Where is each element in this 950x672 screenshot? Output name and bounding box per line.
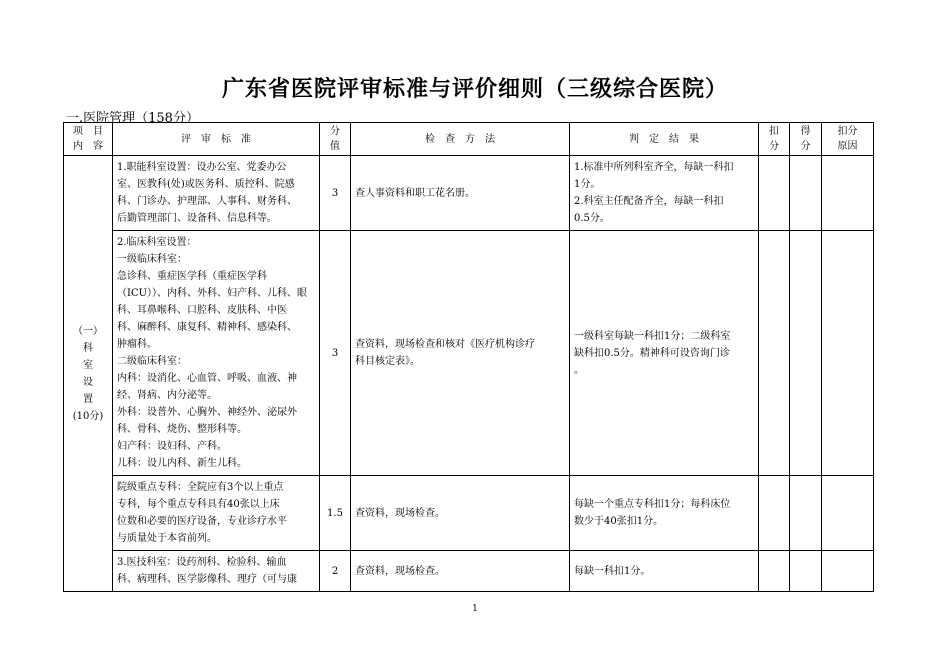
method-cell	[351, 551, 570, 592]
criteria-line: 科、耳鼻喉科、口腔科、皮肤科、中医	[117, 305, 287, 316]
table-row	[64, 551, 874, 592]
criteria-cell	[113, 551, 320, 592]
method-line: 查人事资料和职工花名册。	[355, 187, 475, 199]
criteria-cell	[113, 231, 320, 476]
deduct-cell[interactable]	[759, 551, 790, 592]
criteria-line: 科、病理科、医学影像科、理疗（可与康	[117, 574, 297, 585]
reason-cell[interactable]	[822, 231, 874, 476]
group-line: 科	[83, 342, 93, 354]
result-line: 1.标准中所列科室齐全，每缺一科扣	[574, 162, 734, 173]
reason-cell[interactable]	[822, 156, 874, 231]
result-line: 数少于40张扣1分。	[574, 516, 664, 527]
criteria-line: 肿瘤科。	[117, 339, 157, 350]
method-line: 查资料，现场检查。	[355, 565, 445, 577]
header-reason: 扣分 原因	[822, 123, 874, 156]
score-cell: 1.5	[320, 476, 351, 551]
table-row	[64, 476, 874, 551]
criteria-line: 科、骨科、烧伤、整形科等。	[117, 424, 247, 435]
result-cell	[570, 476, 759, 551]
criteria-line: 后勤管理部门、设备科、信息科等。	[117, 213, 277, 224]
criteria-line: 外科：设普外、心胸外、神经外、泌尿外	[117, 407, 297, 418]
criteria-line: 2.临床科室设置：	[117, 237, 197, 248]
criteria-line: 室、医教科(处)或医务科、质控科、院感	[117, 179, 295, 190]
method-line: 科目核定表》。	[355, 356, 420, 367]
criteria-line: 经、肾病、内分泌等。	[117, 390, 217, 401]
method-cell	[351, 476, 570, 551]
criteria-cell	[113, 476, 320, 551]
header-criteria: 评 审 标 准	[113, 123, 320, 156]
header-item: 项 目 内 容	[64, 123, 113, 156]
result-cell	[570, 156, 759, 231]
method-cell	[351, 156, 570, 231]
header-deduct: 扣 分	[759, 123, 790, 156]
deduct-cell[interactable]	[759, 156, 790, 231]
result-line: 。	[574, 364, 584, 376]
method-line: 查资料，现场检查。	[355, 507, 445, 519]
document-title: 广东省医院评审标准与评价细则（三级综合医院）	[221, 77, 728, 102]
result-cell	[570, 551, 759, 592]
result-line: 每缺一个重点专科扣1分；每科床位	[574, 499, 731, 510]
table-header-row	[64, 123, 874, 156]
group-line: （一）	[73, 325, 103, 337]
score-cell: 2	[320, 551, 351, 592]
criteria-line: 与质量处于本省前列。	[117, 533, 217, 544]
got-cell[interactable]	[790, 476, 822, 551]
result-line: 每缺一科扣1分。	[574, 565, 651, 577]
group-cell	[64, 156, 113, 592]
reason-cell[interactable]	[822, 551, 874, 592]
group-line: 设	[83, 376, 93, 388]
group-line: 置	[83, 393, 93, 405]
result-cell	[570, 231, 759, 476]
result-line: 一级科室每缺一科扣1分；二级科室	[574, 330, 731, 342]
deduct-cell[interactable]	[759, 476, 790, 551]
criteria-line: 科、门诊办、护理部、人事科、财务科、	[117, 196, 297, 207]
method-cell	[351, 231, 570, 476]
method-line: 查资料，现场检查和核对《医疗机构诊疗	[355, 339, 535, 350]
header-score: 分 值	[320, 123, 351, 156]
table-row	[64, 231, 874, 476]
criteria-line: 一级临床科室：	[117, 254, 187, 265]
score-cell: 3	[320, 156, 351, 231]
header-got: 得 分	[790, 123, 822, 156]
reason-cell[interactable]	[822, 476, 874, 551]
criteria-line: 3.医技科室：设药剂科、检验科、输血	[117, 557, 287, 568]
deduct-cell[interactable]	[759, 231, 790, 476]
group-line: (10分)	[72, 410, 104, 422]
criteria-line: 位数和必要的医疗设备，专业诊疗水平	[117, 516, 287, 527]
standards-table	[63, 122, 874, 592]
criteria-line: 内科：设消化、心血管、呼吸、血液、神	[117, 373, 297, 384]
criteria-line: 二级临床科室：	[117, 356, 187, 367]
result-line: 0.5分。	[574, 213, 610, 224]
got-cell[interactable]	[790, 231, 822, 476]
criteria-line: 1.职能科室设置：设办公室、党委办公	[117, 162, 287, 173]
criteria-line: 专科，每个重点专科具有40张以上床	[117, 499, 280, 510]
result-line: 缺科扣0.5分。精神科可设咨询门诊	[574, 347, 730, 359]
criteria-line: 科、麻醉科、康复科、精神科、感染科、	[117, 322, 297, 333]
criteria-line: 急诊科、重症医学科（重症医学科	[117, 271, 267, 282]
criteria-line: （ICU））、内科、外科、妇产科、儿科、眼	[117, 288, 308, 299]
page-number: 1	[472, 604, 478, 614]
criteria-line: 妇产科：设妇科、产科。	[117, 441, 227, 452]
header-method: 检 查 方 法	[351, 123, 570, 156]
got-cell[interactable]	[790, 156, 822, 231]
header-result: 判 定 结 果	[570, 123, 759, 156]
group-line: 室	[83, 359, 93, 371]
table-row	[64, 156, 874, 231]
score-cell: 3	[320, 231, 351, 476]
section-heading: 一.医院管理（158分）	[66, 111, 199, 126]
got-cell[interactable]	[790, 551, 822, 592]
criteria-line: 儿科：设儿内科、新生儿科。	[117, 458, 247, 469]
criteria-line: 院级重点专科：全院应有3个以上重点	[117, 482, 284, 493]
criteria-cell	[113, 156, 320, 231]
result-line: 1分。	[574, 179, 601, 190]
result-line: 2.科室主任配备齐全，每缺一科扣	[574, 196, 724, 207]
